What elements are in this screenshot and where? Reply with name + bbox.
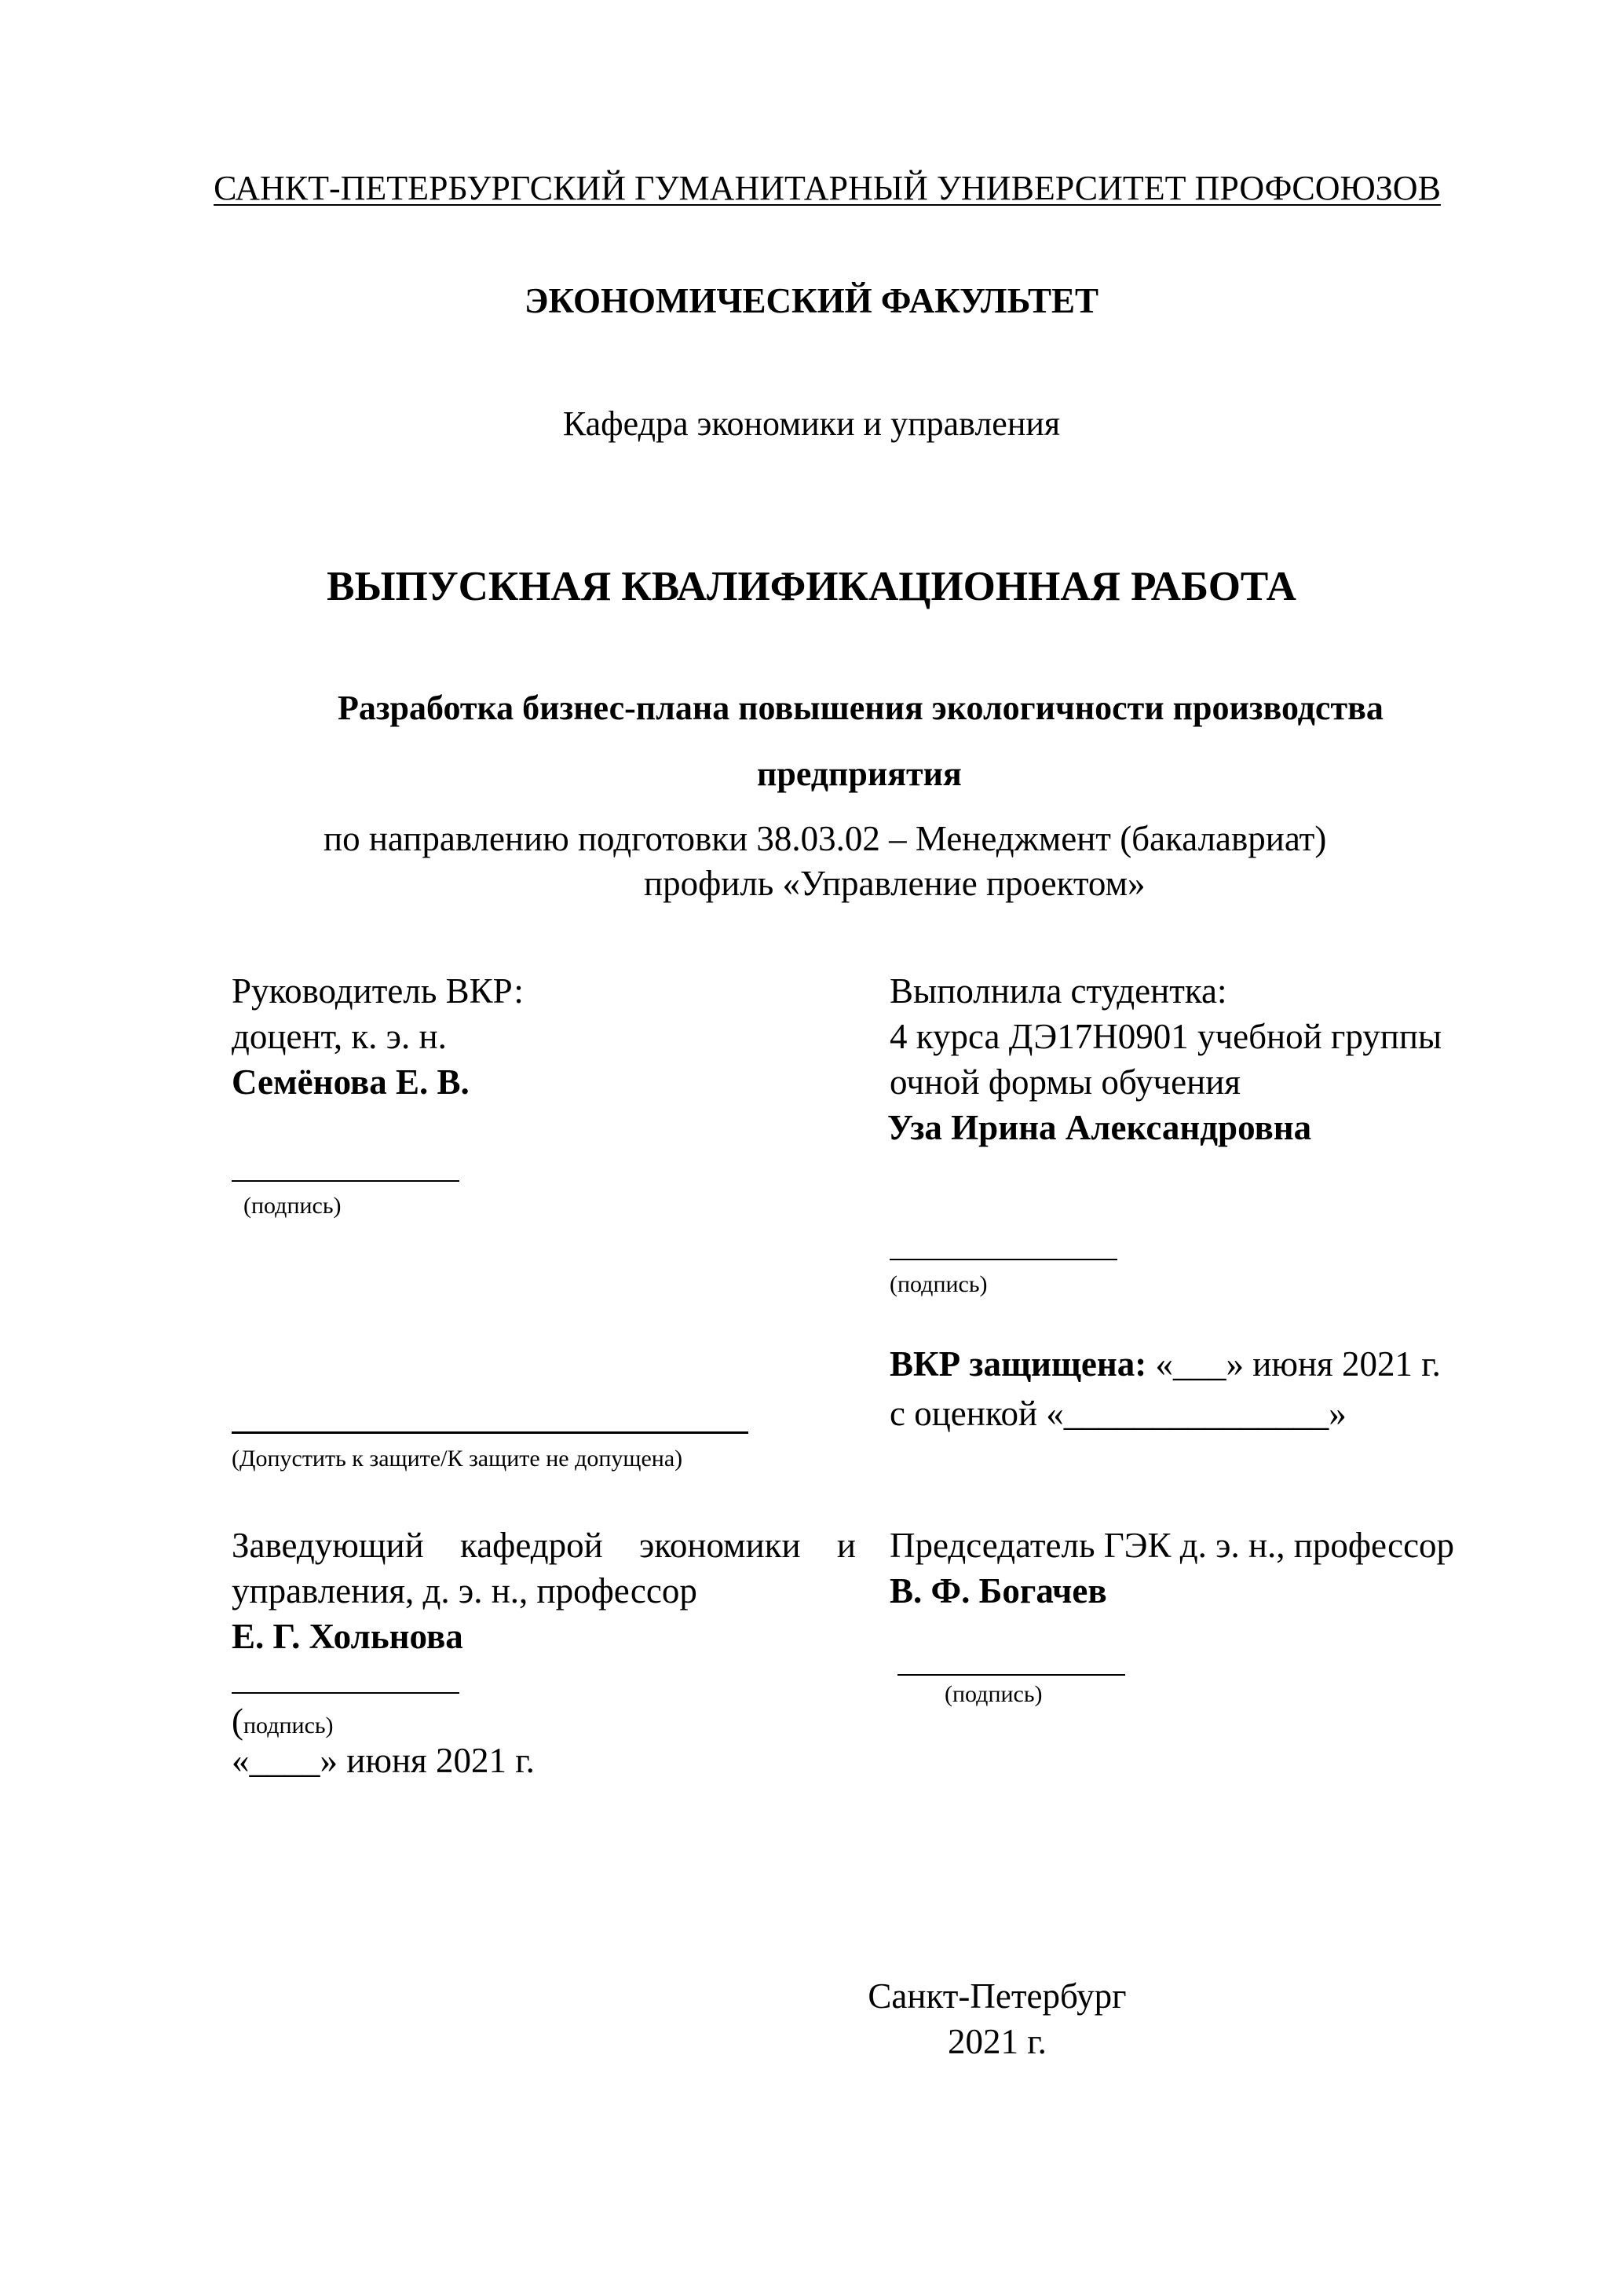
supervisor-position: доцент, к. э. н. <box>232 1017 447 1056</box>
faculty-name: ЭКОНОМИЧЕСКИЙ ФАКУЛЬТЕТ <box>524 281 1098 320</box>
head-word-4: и <box>836 1526 856 1565</box>
defense-date-line <box>890 1340 1441 1387</box>
department-name: Кафедра экономики и управления <box>562 404 1061 443</box>
supervisor-signature-line <box>232 1180 459 1182</box>
work-type-title: ВЫПУСКНАЯ КВАЛИФИКАЦИОННАЯ РАБОТА <box>327 564 1296 609</box>
university-name: САНКТ-ПЕТЕРБУРГСКИЙ ГУМАНИТАРНЫЙ УНИВЕРСИТЕТ ПРОФСОЮЗОВ <box>214 169 1441 207</box>
student-course-group: 4 курса ДЭ17Н0901 учебной группы <box>890 1017 1442 1056</box>
student-signature-line <box>890 1259 1117 1260</box>
signature-caption-text: подпись) <box>243 1713 334 1738</box>
footer-year: 2021 г. <box>948 2022 1047 2061</box>
supervisor-label: Руководитель ВКР: <box>232 971 524 1011</box>
commission-chair-title: Председатель ГЭК д. э. н., профессор <box>890 1526 1455 1565</box>
defense-grade-line: с оценкой «_______________» <box>890 1394 1347 1433</box>
student-signature-caption: (подпись) <box>890 1271 988 1297</box>
defense-date: «___» июня 2021 г. <box>1146 1344 1441 1384</box>
student-study-form: очной формы обучения <box>890 1062 1241 1102</box>
head-of-department-name: Е. Г. Хольнова <box>232 1617 463 1656</box>
admission-decision-caption: (Допустить к защите/К защите не допущена) <box>232 1446 683 1472</box>
head-of-department-date: «____» июня 2021 г. <box>232 1741 535 1780</box>
work-title-line-2: предприятия <box>757 755 962 793</box>
head-word-1: Заведующий <box>232 1526 424 1565</box>
defense-label: ВКР защищена: <box>890 1344 1147 1384</box>
study-direction: по направлению подготовки 38.03.02 – Менеджмент (бакалавриат) <box>324 819 1327 858</box>
head-of-department-title-line-1 <box>232 1522 856 1569</box>
head-word-3: экономики <box>638 1526 801 1565</box>
commission-chair-signature-line <box>897 1674 1125 1676</box>
student-name: Уза Ирина Александровна <box>887 1108 1312 1147</box>
supervisor-signature-caption: (подпись) <box>243 1193 342 1219</box>
footer-city: Санкт-Петербург <box>868 1976 1127 2016</box>
student-label: Выполнила студентка: <box>890 971 1227 1011</box>
head-of-department-signature-line <box>232 1692 459 1694</box>
head-word-2: кафедрой <box>460 1526 603 1565</box>
signature-paren: ( <box>232 1702 243 1741</box>
commission-chair-signature-caption: (подпись) <box>945 1681 1043 1707</box>
study-profile: профиль «Управление проектом» <box>644 864 1146 903</box>
work-title-line-1: Разработка бизнес-плана повышения экологичности производства <box>338 689 1384 727</box>
commission-chair-name: В. Ф. Богачев <box>890 1571 1107 1610</box>
head-of-department-title-line-2: управления, д. э. н., профессор <box>232 1571 697 1610</box>
admission-decision-line <box>232 1431 748 1434</box>
supervisor-name: Семёнова Е. В. <box>232 1062 470 1102</box>
